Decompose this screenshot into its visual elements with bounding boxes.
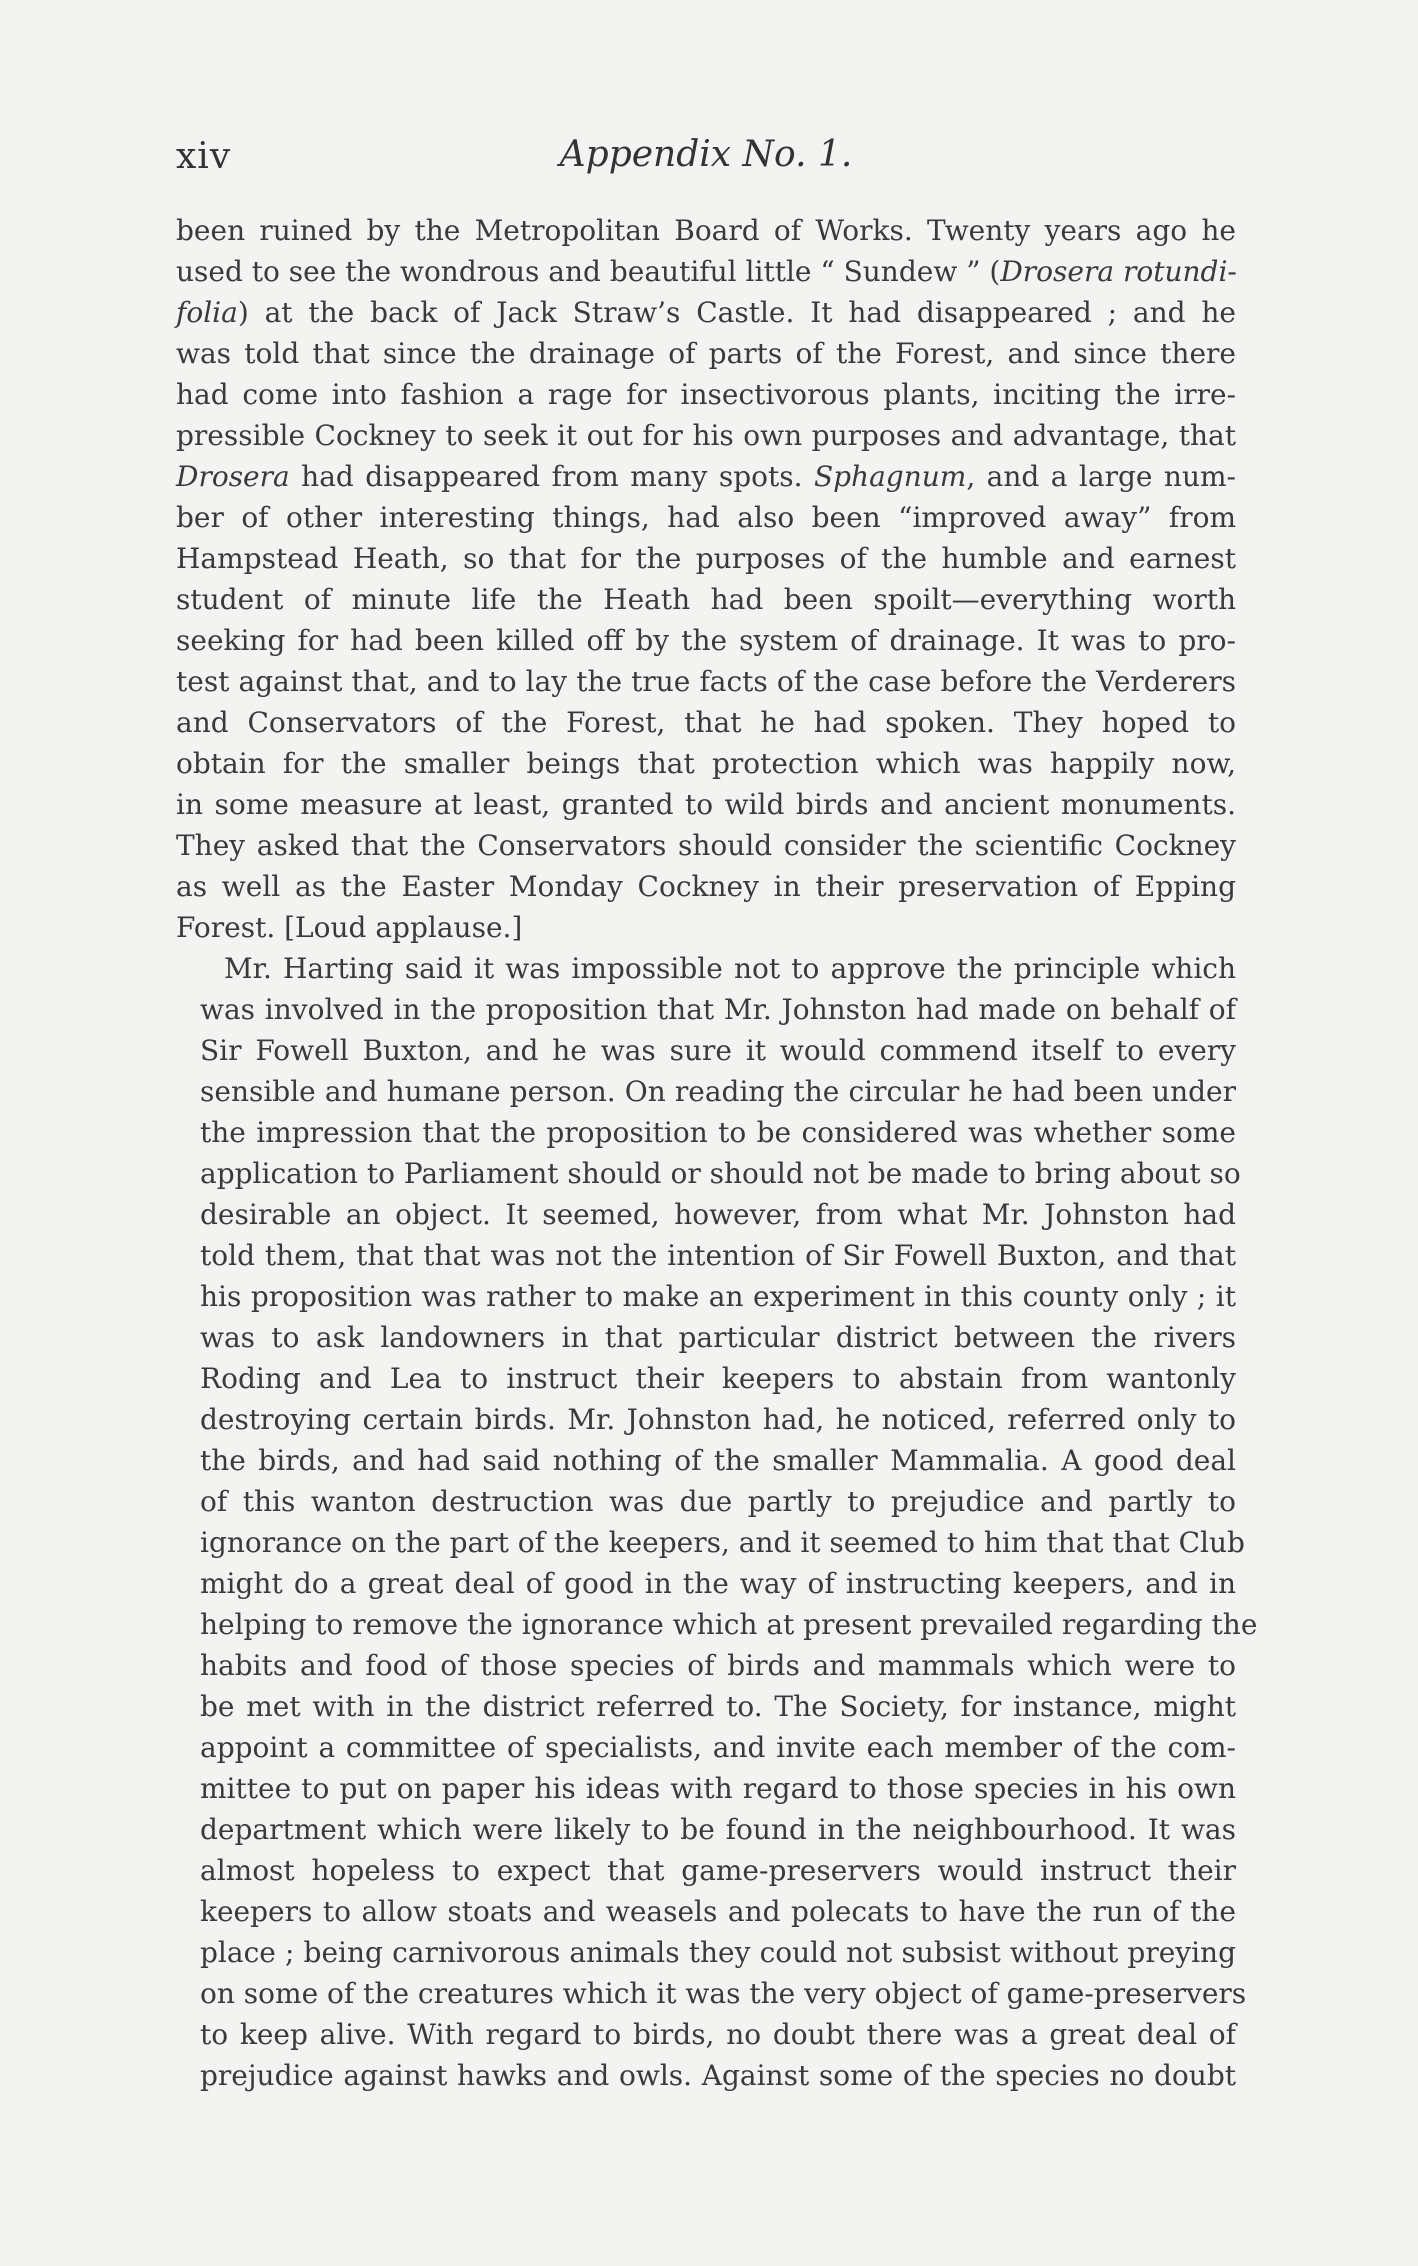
text-line: had come into fashion a rage for insectivorous plants, inciting the irre- — [176, 378, 1236, 411]
text-line: was involved in the proposition that Mr. Johnston had made on behalf of — [200, 993, 1236, 1026]
text-line: Mr. Harting said it was impossible not to approve the principle which — [224, 952, 1236, 985]
text-line: folia) at the back of Jack Straw’s Castle. It had disappeared ; and he — [176, 296, 1236, 329]
text-line: appoint a committee of specialists, and invite each member of the com- — [200, 1731, 1236, 1764]
text-line: on some of the creatures which it was the very object of game-preservers — [200, 1977, 1247, 2010]
text-line: almost hopeless to expect that game-preservers would instruct their — [200, 1854, 1236, 1887]
text-line: destroying certain birds. Mr. Johnston had, he noticed, referred only to — [200, 1403, 1236, 1436]
text-line: desirable an object. It seemed, however, from what Mr. Johnston had — [200, 1198, 1236, 1231]
text-line: test against that, and to lay the true facts of the case before the Verderers — [176, 665, 1236, 698]
text-line: be met with in the district referred to. The Society, for instance, might — [200, 1690, 1236, 1723]
text-line: Roding and Lea to instruct their keepers to abstain from wantonly — [200, 1362, 1236, 1395]
text-line: Hampstead Heath, so that for the purposes of the humble and earnest — [176, 542, 1236, 575]
text-line: place ; being carnivorous animals they could not subsist without preying — [200, 1936, 1236, 1969]
text-line: keepers to allow stoats and weasels and polecats to have the run of the — [200, 1895, 1236, 1928]
text-line: used to see the wondrous and beautiful little “ Sundew ” (Drosera rotundi- — [176, 255, 1237, 288]
text-line: told them, that that was not the intention of Sir Fowell Buxton, and that — [200, 1239, 1236, 1272]
text-line: Sir Fowell Buxton, and he was sure it would commend itself to every — [200, 1034, 1236, 1067]
text-line: obtain for the smaller beings that protection which was happily now, — [176, 747, 1236, 780]
page-header — [176, 128, 1236, 188]
text-line: department which were likely to be found in the neighbourhood. It was — [200, 1813, 1236, 1846]
text-line: pressible Cockney to seek it out for his own purposes and advantage, that — [176, 419, 1236, 452]
text-line: sensible and humane person. On reading the circular he had been under — [200, 1075, 1236, 1108]
text-line: helping to remove the ignorance which at present prevailed regarding the — [200, 1608, 1258, 1641]
text-line: was told that since the drainage of parts of the Forest, and since there — [176, 337, 1236, 370]
text-line: student of minute life the Heath had been spoilt—everything worth — [176, 583, 1236, 616]
text-line: Forest. [Loud applause.] — [176, 911, 523, 944]
text-line: as well as the Easter Monday Cockney in their preservation of Epping — [176, 870, 1236, 903]
paragraph-1 — [176, 210, 1236, 948]
text-line: prejudice against hawks and owls. Against some of the species no doubt — [200, 2059, 1236, 2092]
text-line: the birds, and had said nothing of the smaller Mammalia. A good deal — [200, 1444, 1236, 1477]
text-line: ber of other interesting things, had also been “improved away” from — [176, 501, 1236, 534]
text-line: might do a great deal of good in the way of instructing keepers, and in — [200, 1567, 1236, 1600]
paragraph-2 — [176, 948, 1258, 2096]
text-line: was to ask landowners in that particular district between the rivers — [200, 1321, 1236, 1354]
text-line: to keep alive. With regard to birds, no doubt there was a great deal of — [200, 2018, 1236, 2051]
text-line: seeking for had been killed off by the system of drainage. It was to pro- — [176, 624, 1236, 657]
body-text — [176, 210, 1258, 2096]
text-line: ignorance on the part of the keepers, and it seemed to him that that Club — [200, 1526, 1245, 1559]
text-line: been ruined by the Metropolitan Board of Works. Twenty years ago he — [176, 214, 1236, 247]
text-line: habits and food of those species of birds and mammals which were to — [200, 1649, 1236, 1682]
running-title: Appendix No. 1. — [559, 134, 853, 175]
text-line: application to Parliament should or should not be made to bring about so — [200, 1157, 1241, 1190]
text-line: They asked that the Conservators should consider the scientific Cockney — [176, 829, 1236, 862]
text-line: Drosera had disappeared from many spots. Sphagnum, and a large num- — [176, 460, 1236, 493]
text-line: mittee to put on paper his ideas with regard to those species in his own — [200, 1772, 1236, 1805]
text-line: his proposition was rather to make an experiment in this county only ; it — [200, 1280, 1236, 1313]
text-line: and Conservators of the Forest, that he had spoken. They hoped to — [176, 706, 1236, 739]
page-number: xiv — [176, 136, 232, 177]
text-line: of this wanton destruction was due partly to prejudice and partly to — [200, 1485, 1236, 1518]
text-line: the impression that the proposition to be considered was whether some — [200, 1116, 1236, 1149]
text-line: in some measure at least, granted to wild birds and ancient monuments. — [176, 788, 1236, 821]
